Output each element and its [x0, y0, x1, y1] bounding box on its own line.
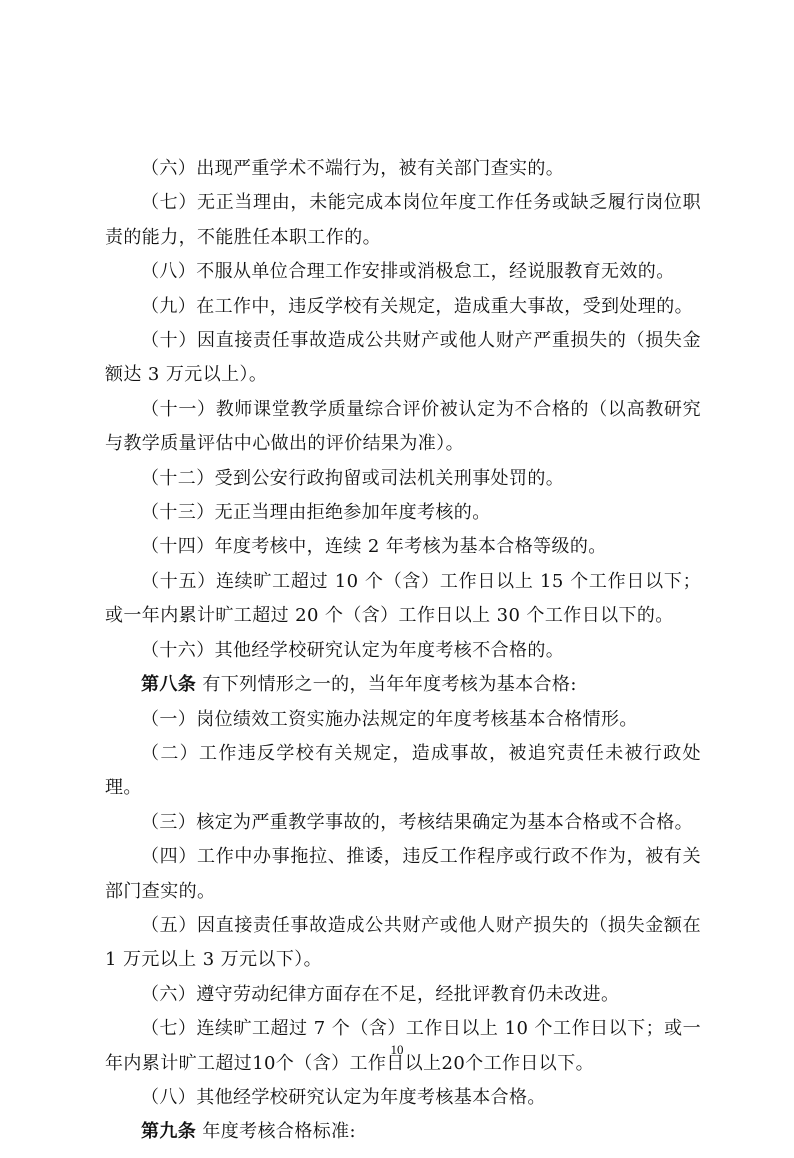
paragraph-text: 有下列情形之一的，当年年度考核为基本合格: [196, 674, 577, 696]
paragraph-item-6 [105, 978, 701, 1012]
paragraph-text: （五）因直接责任事故造成公共财产或他人财产损失的（损失金额在 1 万元以上 3 万元以下）。 [105, 914, 701, 971]
paragraph-text: （一）岗位绩效工资实施办法规定的年度考核基本合格情形。 [141, 708, 638, 730]
paragraph-item-1 [105, 703, 701, 737]
paragraph-text: （三）核定为严重教学事故的，考核结果确定为基本合格或不合格。 [141, 811, 693, 833]
paragraph-text: （十一）教师课堂教学质量综合评价被认定为不合格的（以高教研究与教学质量评估中心做出的评价结果为准）。 [105, 398, 701, 455]
article-label: 第八条 [141, 674, 197, 696]
paragraph-text: （四）工作中办事拖拉、推诿，违反工作程序或行政不作为，被有关部门查实的。 [105, 846, 701, 902]
paragraph-clause-14 [105, 530, 701, 564]
paragraph-text: （十六）其他经学校研究认定为年度考核不合格的。 [141, 639, 565, 661]
paragraph-text: （二）工作违反学校有关规定，造成事故，被追究责任未被行政处理。 [105, 742, 701, 799]
paragraph-clause-7 [105, 186, 701, 255]
paragraph-text: （九）在工作中，违反学校有关规定，造成重大事故，受到处理的。 [141, 295, 693, 317]
paragraph-clause-12 [105, 462, 701, 496]
paragraph-clause-8 [105, 255, 701, 289]
document-body [105, 152, 701, 1150]
paragraph-text: （十二）受到公安行政拘留或司法机关刑事处罚的。 [141, 467, 565, 489]
paragraph-item-2 [105, 737, 701, 806]
paragraph-clause-15 [105, 565, 701, 634]
paragraph-text: （六）遵守劳动纪律方面存在不足，经批评教育仍未改进。 [141, 983, 620, 1005]
page-number: 10 [390, 1042, 404, 1057]
paragraph-clause-9 [105, 290, 701, 324]
paragraph-text: （六）出现严重学术不端行为，被有关部门查实的。 [141, 158, 565, 179]
paragraph-item-4 [105, 840, 701, 909]
paragraph-clause-16 [105, 634, 701, 668]
paragraph-text: （七）无正当理由，未能完成本岗位年度工作任务或缺乏履行岗位职责的能力，不能胜任本职工作的。 [105, 192, 701, 248]
paragraph-text: 年度考核合格标准: [196, 1121, 356, 1143]
paragraph-clause-11 [105, 393, 701, 462]
paragraph-text: （七）连续旷工超过 7 个（含）工作日以上 10 个工作日以下；或一年内累计旷工超过10个（含）工作日以上20个工作日以下。 [105, 1018, 701, 1074]
paragraph-clause-13 [105, 496, 701, 530]
article-8-heading [105, 668, 701, 702]
paragraph-item-5 [105, 909, 701, 978]
paragraph-text: （十三）无正当理由拒绝参加年度考核的。 [141, 502, 491, 524]
article-label: 第九条 [141, 1121, 197, 1143]
paragraph-text: （十）因直接责任事故造成公共财产或他人财产严重损失的（损失金额达 3 万元以上）。 [105, 330, 701, 386]
paragraph-text: （十五）连续旷工超过 10 个（含）工作日以上 15 个工作日以下；或一年内累计旷工超过 20 个（含）工作日以上 30 个工作日以下的。 [105, 570, 701, 627]
paragraph-clause-6 [105, 152, 701, 186]
paragraph-clause-10 [105, 324, 701, 393]
paragraph-text: （八）其他经学校研究认定为年度考核基本合格。 [141, 1086, 546, 1108]
paragraph-item-8 [105, 1081, 701, 1115]
article-9-heading [105, 1115, 701, 1149]
paragraph-item-3 [105, 806, 701, 840]
paragraph-text: （八）不服从单位合理工作安排或消极怠工，经说服教育无效的。 [141, 261, 675, 283]
paragraph-text: （十四）年度考核中，连续 2 年考核为基本合格等级的。 [141, 536, 607, 558]
